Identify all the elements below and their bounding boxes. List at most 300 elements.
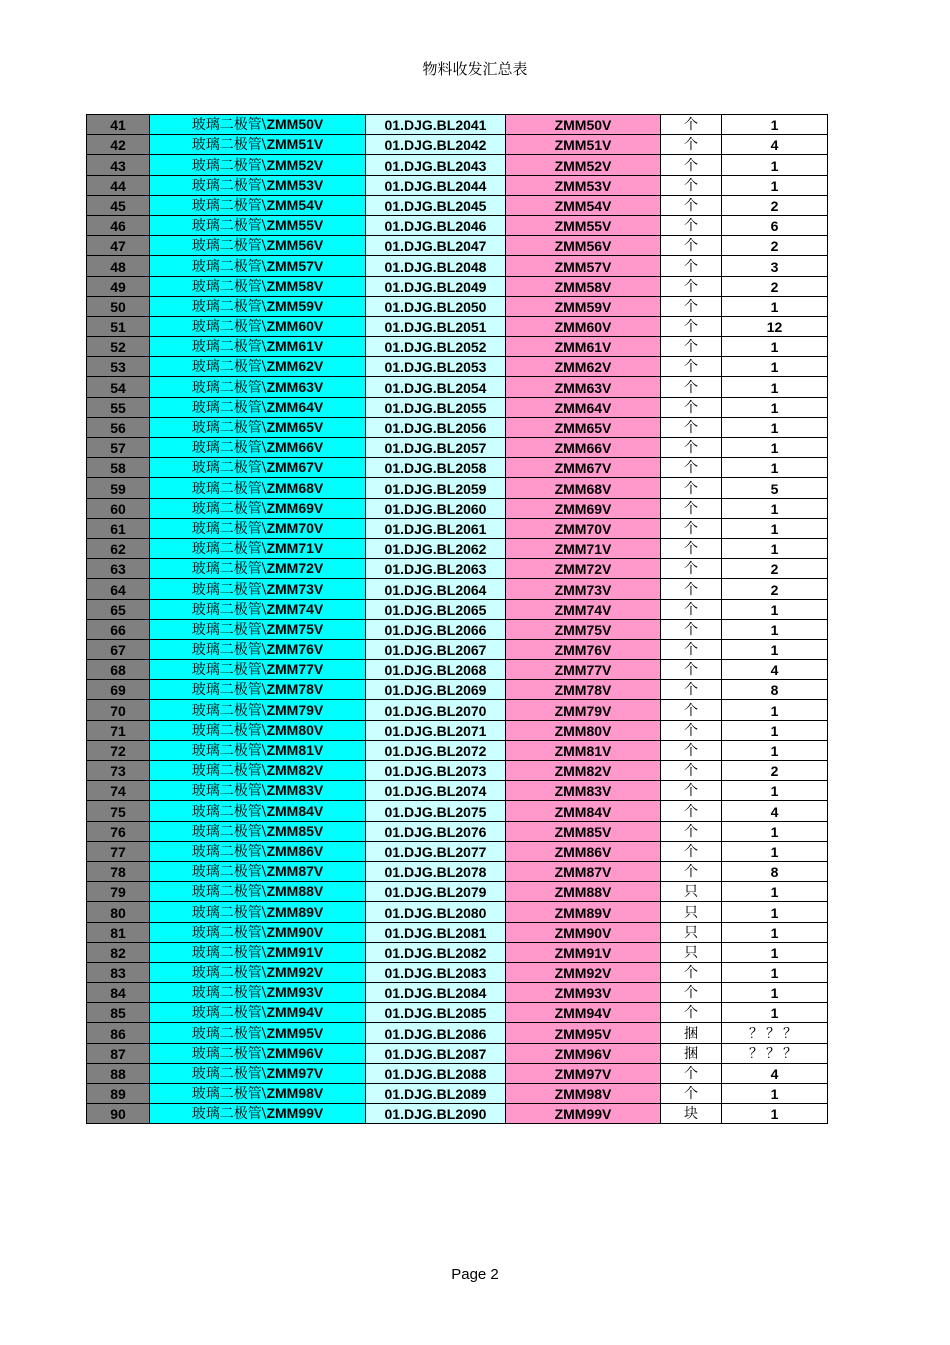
material-code-cell[interactable]: 01.DJG.BL2074 <box>366 781 506 801</box>
unit-cell[interactable]: 个 <box>661 135 722 155</box>
material-code-cell[interactable]: 01.DJG.BL2064 <box>366 579 506 599</box>
quantity-cell[interactable]: 1 <box>722 983 828 1003</box>
material-code-cell[interactable]: 01.DJG.BL2048 <box>366 256 506 276</box>
quantity-cell[interactable]: 4 <box>722 660 828 680</box>
material-name-cell[interactable] <box>150 377 366 397</box>
quantity-cell[interactable]: 1 <box>722 417 828 437</box>
row-number-cell[interactable]: 52 <box>87 337 150 357</box>
unit-cell[interactable]: 个 <box>661 1003 722 1023</box>
material-name-cell[interactable] <box>150 1023 366 1043</box>
unit-cell[interactable]: 个 <box>661 821 722 841</box>
unit-cell[interactable]: 个 <box>661 155 722 175</box>
unit-cell[interactable]: 个 <box>661 458 722 478</box>
unit-cell[interactable]: 个 <box>661 256 722 276</box>
unit-cell[interactable]: 个 <box>661 377 722 397</box>
quantity-cell[interactable]: 1 <box>722 619 828 639</box>
row-number-cell[interactable]: 81 <box>87 922 150 942</box>
model-cell[interactable]: ZMM58V <box>506 276 661 296</box>
material-code-cell[interactable]: 01.DJG.BL2058 <box>366 458 506 478</box>
row-number-cell[interactable]: 80 <box>87 902 150 922</box>
model-cell[interactable]: ZMM81V <box>506 740 661 760</box>
unit-cell[interactable]: 个 <box>661 983 722 1003</box>
material-code-cell[interactable]: 01.DJG.BL2085 <box>366 1003 506 1023</box>
material-name-cell[interactable] <box>150 498 366 518</box>
model-cell[interactable]: ZMM90V <box>506 922 661 942</box>
material-code-cell[interactable]: 01.DJG.BL2072 <box>366 740 506 760</box>
unit-cell[interactable]: 个 <box>661 337 722 357</box>
row-number-cell[interactable]: 41 <box>87 115 150 135</box>
unit-cell[interactable]: 个 <box>661 700 722 720</box>
quantity-cell[interactable]: 1 <box>722 155 828 175</box>
material-name-cell[interactable] <box>150 1063 366 1083</box>
material-name-cell[interactable] <box>150 296 366 316</box>
material-code-cell[interactable]: 01.DJG.BL2057 <box>366 438 506 458</box>
material-code-cell[interactable]: 01.DJG.BL2080 <box>366 902 506 922</box>
row-number-cell[interactable]: 46 <box>87 215 150 235</box>
row-number-cell[interactable]: 73 <box>87 761 150 781</box>
unit-cell[interactable]: 个 <box>661 438 722 458</box>
unit-cell[interactable]: 个 <box>661 478 722 498</box>
unit-cell[interactable]: 只 <box>661 922 722 942</box>
model-cell[interactable]: ZMM61V <box>506 337 661 357</box>
material-code-cell[interactable]: 01.DJG.BL2042 <box>366 135 506 155</box>
unit-cell[interactable]: 个 <box>661 498 722 518</box>
model-cell[interactable]: ZMM55V <box>506 215 661 235</box>
material-name-cell[interactable] <box>150 135 366 155</box>
material-name-cell[interactable] <box>150 942 366 962</box>
material-code-cell[interactable]: 01.DJG.BL2089 <box>366 1084 506 1104</box>
material-code-cell[interactable]: 01.DJG.BL2076 <box>366 821 506 841</box>
model-cell[interactable]: ZMM63V <box>506 377 661 397</box>
model-cell[interactable]: ZMM88V <box>506 882 661 902</box>
row-number-cell[interactable]: 76 <box>87 821 150 841</box>
material-name-cell[interactable] <box>150 256 366 276</box>
quantity-cell[interactable]: 2 <box>722 276 828 296</box>
quantity-cell[interactable]: 1 <box>722 942 828 962</box>
quantity-cell[interactable]: 1 <box>722 962 828 982</box>
unit-cell[interactable]: 个 <box>661 781 722 801</box>
model-cell[interactable]: ZMM69V <box>506 498 661 518</box>
row-number-cell[interactable]: 87 <box>87 1043 150 1063</box>
material-name-cell[interactable] <box>150 316 366 336</box>
model-cell[interactable]: ZMM72V <box>506 559 661 579</box>
row-number-cell[interactable]: 54 <box>87 377 150 397</box>
quantity-cell[interactable]: 1 <box>722 599 828 619</box>
unit-cell[interactable]: 只 <box>661 942 722 962</box>
quantity-cell[interactable]: 2 <box>722 559 828 579</box>
unit-cell[interactable]: 个 <box>661 660 722 680</box>
quantity-cell[interactable]: 12 <box>722 316 828 336</box>
material-name-cell[interactable] <box>150 276 366 296</box>
material-name-cell[interactable] <box>150 236 366 256</box>
row-number-cell[interactable]: 48 <box>87 256 150 276</box>
unit-cell[interactable]: 个 <box>661 296 722 316</box>
quantity-cell[interactable]: 1 <box>722 296 828 316</box>
unit-cell[interactable]: 只 <box>661 902 722 922</box>
row-number-cell[interactable]: 53 <box>87 357 150 377</box>
quantity-cell[interactable]: 2 <box>722 579 828 599</box>
row-number-cell[interactable]: 44 <box>87 175 150 195</box>
quantity-cell[interactable]: 2 <box>722 236 828 256</box>
quantity-cell[interactable]: 1 <box>722 639 828 659</box>
quantity-cell[interactable]: 1 <box>722 1104 828 1124</box>
material-name-cell[interactable] <box>150 801 366 821</box>
quantity-cell[interactable]: ？？？ <box>722 1043 828 1063</box>
material-name-cell[interactable] <box>150 700 366 720</box>
model-cell[interactable]: ZMM95V <box>506 1023 661 1043</box>
material-name-cell[interactable] <box>150 397 366 417</box>
unit-cell[interactable]: 个 <box>661 599 722 619</box>
unit-cell[interactable]: 只 <box>661 882 722 902</box>
material-name-cell[interactable] <box>150 983 366 1003</box>
row-number-cell[interactable]: 56 <box>87 417 150 437</box>
unit-cell[interactable]: 个 <box>661 761 722 781</box>
material-code-cell[interactable]: 01.DJG.BL2049 <box>366 276 506 296</box>
model-cell[interactable]: ZMM89V <box>506 902 661 922</box>
quantity-cell[interactable]: ？？？ <box>722 1023 828 1043</box>
material-code-cell[interactable]: 01.DJG.BL2041 <box>366 115 506 135</box>
material-code-cell[interactable]: 01.DJG.BL2071 <box>366 720 506 740</box>
model-cell[interactable]: ZMM93V <box>506 983 661 1003</box>
row-number-cell[interactable]: 74 <box>87 781 150 801</box>
row-number-cell[interactable]: 51 <box>87 316 150 336</box>
row-number-cell[interactable]: 70 <box>87 700 150 720</box>
row-number-cell[interactable]: 82 <box>87 942 150 962</box>
unit-cell[interactable]: 个 <box>661 236 722 256</box>
row-number-cell[interactable]: 61 <box>87 518 150 538</box>
material-name-cell[interactable] <box>150 922 366 942</box>
unit-cell[interactable]: 个 <box>661 215 722 235</box>
unit-cell[interactable]: 个 <box>661 559 722 579</box>
quantity-cell[interactable]: 1 <box>722 357 828 377</box>
unit-cell[interactable]: 个 <box>661 538 722 558</box>
quantity-cell[interactable]: 4 <box>722 801 828 821</box>
material-code-cell[interactable]: 01.DJG.BL2047 <box>366 236 506 256</box>
row-number-cell[interactable]: 75 <box>87 801 150 821</box>
model-cell[interactable]: ZMM66V <box>506 438 661 458</box>
material-name-cell[interactable] <box>150 478 366 498</box>
row-number-cell[interactable]: 64 <box>87 579 150 599</box>
model-cell[interactable]: ZMM54V <box>506 195 661 215</box>
row-number-cell[interactable]: 47 <box>87 236 150 256</box>
model-cell[interactable]: ZMM74V <box>506 599 661 619</box>
model-cell[interactable]: ZMM70V <box>506 518 661 538</box>
unit-cell[interactable]: 个 <box>661 1084 722 1104</box>
row-number-cell[interactable]: 68 <box>87 660 150 680</box>
unit-cell[interactable]: 个 <box>661 962 722 982</box>
material-code-cell[interactable]: 01.DJG.BL2056 <box>366 417 506 437</box>
model-cell[interactable]: ZMM62V <box>506 357 661 377</box>
material-name-cell[interactable] <box>150 619 366 639</box>
model-cell[interactable]: ZMM97V <box>506 1063 661 1083</box>
quantity-cell[interactable]: 1 <box>722 922 828 942</box>
material-code-cell[interactable]: 01.DJG.BL2063 <box>366 559 506 579</box>
material-code-cell[interactable]: 01.DJG.BL2060 <box>366 498 506 518</box>
material-name-cell[interactable] <box>150 559 366 579</box>
material-name-cell[interactable] <box>150 781 366 801</box>
row-number-cell[interactable]: 55 <box>87 397 150 417</box>
material-code-cell[interactable]: 01.DJG.BL2073 <box>366 761 506 781</box>
quantity-cell[interactable]: 1 <box>722 438 828 458</box>
material-name-cell[interactable] <box>150 599 366 619</box>
row-number-cell[interactable]: 63 <box>87 559 150 579</box>
row-number-cell[interactable]: 79 <box>87 882 150 902</box>
unit-cell[interactable]: 个 <box>661 417 722 437</box>
material-name-cell[interactable] <box>150 458 366 478</box>
material-name-cell[interactable] <box>150 417 366 437</box>
quantity-cell[interactable]: 3 <box>722 256 828 276</box>
material-name-cell[interactable] <box>150 720 366 740</box>
material-code-cell[interactable]: 01.DJG.BL2044 <box>366 175 506 195</box>
model-cell[interactable]: ZMM56V <box>506 236 661 256</box>
unit-cell[interactable]: 个 <box>661 639 722 659</box>
model-cell[interactable]: ZMM76V <box>506 639 661 659</box>
material-code-cell[interactable]: 01.DJG.BL2045 <box>366 195 506 215</box>
row-number-cell[interactable]: 77 <box>87 841 150 861</box>
row-number-cell[interactable]: 62 <box>87 538 150 558</box>
quantity-cell[interactable]: 1 <box>722 115 828 135</box>
quantity-cell[interactable]: 1 <box>722 781 828 801</box>
unit-cell[interactable]: 个 <box>661 195 722 215</box>
row-number-cell[interactable]: 89 <box>87 1084 150 1104</box>
quantity-cell[interactable]: 6 <box>722 215 828 235</box>
row-number-cell[interactable]: 57 <box>87 438 150 458</box>
model-cell[interactable]: ZMM91V <box>506 942 661 962</box>
material-name-cell[interactable] <box>150 1043 366 1063</box>
unit-cell[interactable]: 捆 <box>661 1023 722 1043</box>
material-code-cell[interactable]: 01.DJG.BL2046 <box>366 215 506 235</box>
material-name-cell[interactable] <box>150 115 366 135</box>
quantity-cell[interactable]: 1 <box>722 458 828 478</box>
material-code-cell[interactable]: 01.DJG.BL2083 <box>366 962 506 982</box>
model-cell[interactable]: ZMM94V <box>506 1003 661 1023</box>
row-number-cell[interactable]: 67 <box>87 639 150 659</box>
quantity-cell[interactable]: 1 <box>722 397 828 417</box>
unit-cell[interactable]: 个 <box>661 841 722 861</box>
model-cell[interactable]: ZMM77V <box>506 660 661 680</box>
material-name-cell[interactable] <box>150 1084 366 1104</box>
material-code-cell[interactable]: 01.DJG.BL2052 <box>366 337 506 357</box>
material-code-cell[interactable]: 01.DJG.BL2061 <box>366 518 506 538</box>
quantity-cell[interactable]: 4 <box>722 135 828 155</box>
quantity-cell[interactable]: 1 <box>722 740 828 760</box>
material-code-cell[interactable]: 01.DJG.BL2069 <box>366 680 506 700</box>
quantity-cell[interactable]: 1 <box>722 1003 828 1023</box>
row-number-cell[interactable]: 84 <box>87 983 150 1003</box>
row-number-cell[interactable]: 59 <box>87 478 150 498</box>
material-name-cell[interactable] <box>150 639 366 659</box>
model-cell[interactable]: ZMM87V <box>506 861 661 881</box>
unit-cell[interactable]: 个 <box>661 397 722 417</box>
material-name-cell[interactable] <box>150 962 366 982</box>
unit-cell[interactable]: 个 <box>661 518 722 538</box>
material-name-cell[interactable] <box>150 538 366 558</box>
quantity-cell[interactable]: 1 <box>722 337 828 357</box>
material-name-cell[interactable] <box>150 1104 366 1124</box>
model-cell[interactable]: ZMM84V <box>506 801 661 821</box>
material-name-cell[interactable] <box>150 579 366 599</box>
material-code-cell[interactable]: 01.DJG.BL2081 <box>366 922 506 942</box>
unit-cell[interactable]: 个 <box>661 861 722 881</box>
model-cell[interactable]: ZMM99V <box>506 1104 661 1124</box>
material-code-cell[interactable]: 01.DJG.BL2090 <box>366 1104 506 1124</box>
row-number-cell[interactable]: 69 <box>87 680 150 700</box>
material-code-cell[interactable]: 01.DJG.BL2050 <box>366 296 506 316</box>
quantity-cell[interactable]: 1 <box>722 175 828 195</box>
row-number-cell[interactable]: 60 <box>87 498 150 518</box>
model-cell[interactable]: ZMM65V <box>506 417 661 437</box>
material-name-cell[interactable] <box>150 1003 366 1023</box>
material-code-cell[interactable]: 01.DJG.BL2087 <box>366 1043 506 1063</box>
model-cell[interactable]: ZMM82V <box>506 761 661 781</box>
unit-cell[interactable]: 捆 <box>661 1043 722 1063</box>
row-number-cell[interactable]: 50 <box>87 296 150 316</box>
row-number-cell[interactable]: 72 <box>87 740 150 760</box>
material-code-cell[interactable]: 01.DJG.BL2065 <box>366 599 506 619</box>
model-cell[interactable]: ZMM60V <box>506 316 661 336</box>
quantity-cell[interactable]: 1 <box>722 538 828 558</box>
material-code-cell[interactable]: 01.DJG.BL2078 <box>366 861 506 881</box>
material-code-cell[interactable]: 01.DJG.BL2067 <box>366 639 506 659</box>
quantity-cell[interactable]: 8 <box>722 680 828 700</box>
material-name-cell[interactable] <box>150 337 366 357</box>
unit-cell[interactable]: 个 <box>661 720 722 740</box>
row-number-cell[interactable]: 43 <box>87 155 150 175</box>
material-name-cell[interactable] <box>150 357 366 377</box>
unit-cell[interactable]: 个 <box>661 579 722 599</box>
material-code-cell[interactable]: 01.DJG.BL2043 <box>366 155 506 175</box>
unit-cell[interactable]: 个 <box>661 680 722 700</box>
material-code-cell[interactable]: 01.DJG.BL2053 <box>366 357 506 377</box>
row-number-cell[interactable]: 42 <box>87 135 150 155</box>
quantity-cell[interactable]: 1 <box>722 902 828 922</box>
material-code-cell[interactable]: 01.DJG.BL2075 <box>366 801 506 821</box>
quantity-cell[interactable]: 1 <box>722 1084 828 1104</box>
material-code-cell[interactable]: 01.DJG.BL2054 <box>366 377 506 397</box>
row-number-cell[interactable]: 58 <box>87 458 150 478</box>
unit-cell[interactable]: 个 <box>661 801 722 821</box>
quantity-cell[interactable]: 1 <box>722 518 828 538</box>
model-cell[interactable]: ZMM85V <box>506 821 661 841</box>
model-cell[interactable]: ZMM53V <box>506 175 661 195</box>
material-name-cell[interactable] <box>150 680 366 700</box>
quantity-cell[interactable]: 5 <box>722 478 828 498</box>
material-code-cell[interactable]: 01.DJG.BL2084 <box>366 983 506 1003</box>
material-name-cell[interactable] <box>150 882 366 902</box>
material-name-cell[interactable] <box>150 155 366 175</box>
row-number-cell[interactable]: 85 <box>87 1003 150 1023</box>
unit-cell[interactable]: 个 <box>661 316 722 336</box>
quantity-cell[interactable]: 1 <box>722 377 828 397</box>
model-cell[interactable]: ZMM52V <box>506 155 661 175</box>
material-name-cell[interactable] <box>150 215 366 235</box>
material-name-cell[interactable] <box>150 841 366 861</box>
model-cell[interactable]: ZMM98V <box>506 1084 661 1104</box>
row-number-cell[interactable]: 45 <box>87 195 150 215</box>
material-code-cell[interactable]: 01.DJG.BL2088 <box>366 1063 506 1083</box>
model-cell[interactable]: ZMM59V <box>506 296 661 316</box>
unit-cell[interactable]: 个 <box>661 115 722 135</box>
unit-cell[interactable]: 个 <box>661 175 722 195</box>
row-number-cell[interactable]: 49 <box>87 276 150 296</box>
quantity-cell[interactable]: 1 <box>722 821 828 841</box>
model-cell[interactable]: ZMM50V <box>506 115 661 135</box>
material-name-cell[interactable] <box>150 518 366 538</box>
quantity-cell[interactable]: 2 <box>722 761 828 781</box>
material-code-cell[interactable]: 01.DJG.BL2070 <box>366 700 506 720</box>
unit-cell[interactable]: 个 <box>661 276 722 296</box>
model-cell[interactable]: ZMM57V <box>506 256 661 276</box>
quantity-cell[interactable]: 4 <box>722 1063 828 1083</box>
row-number-cell[interactable]: 78 <box>87 861 150 881</box>
material-name-cell[interactable] <box>150 175 366 195</box>
model-cell[interactable]: ZMM80V <box>506 720 661 740</box>
unit-cell[interactable]: 块 <box>661 1104 722 1124</box>
material-name-cell[interactable] <box>150 861 366 881</box>
quantity-cell[interactable]: 2 <box>722 195 828 215</box>
model-cell[interactable]: ZMM71V <box>506 538 661 558</box>
model-cell[interactable]: ZMM68V <box>506 478 661 498</box>
model-cell[interactable]: ZMM92V <box>506 962 661 982</box>
row-number-cell[interactable]: 65 <box>87 599 150 619</box>
unit-cell[interactable]: 个 <box>661 740 722 760</box>
material-code-cell[interactable]: 01.DJG.BL2062 <box>366 538 506 558</box>
model-cell[interactable]: ZMM67V <box>506 458 661 478</box>
material-code-cell[interactable]: 01.DJG.BL2068 <box>366 660 506 680</box>
material-name-cell[interactable] <box>150 438 366 458</box>
material-code-cell[interactable]: 01.DJG.BL2077 <box>366 841 506 861</box>
material-name-cell[interactable] <box>150 195 366 215</box>
material-code-cell[interactable]: 01.DJG.BL2082 <box>366 942 506 962</box>
unit-cell[interactable]: 个 <box>661 619 722 639</box>
row-number-cell[interactable]: 71 <box>87 720 150 740</box>
row-number-cell[interactable]: 83 <box>87 962 150 982</box>
model-cell[interactable]: ZMM64V <box>506 397 661 417</box>
material-name-cell[interactable] <box>150 902 366 922</box>
model-cell[interactable]: ZMM79V <box>506 700 661 720</box>
material-code-cell[interactable]: 01.DJG.BL2059 <box>366 478 506 498</box>
material-code-cell[interactable]: 01.DJG.BL2055 <box>366 397 506 417</box>
model-cell[interactable]: ZMM83V <box>506 781 661 801</box>
quantity-cell[interactable]: 1 <box>722 498 828 518</box>
model-cell[interactable]: ZMM51V <box>506 135 661 155</box>
quantity-cell[interactable]: 1 <box>722 700 828 720</box>
model-cell[interactable]: ZMM75V <box>506 619 661 639</box>
material-code-cell[interactable]: 01.DJG.BL2066 <box>366 619 506 639</box>
unit-cell[interactable]: 个 <box>661 357 722 377</box>
quantity-cell[interactable]: 1 <box>722 882 828 902</box>
model-cell[interactable]: ZMM86V <box>506 841 661 861</box>
row-number-cell[interactable]: 66 <box>87 619 150 639</box>
material-name-cell[interactable] <box>150 660 366 680</box>
material-name-cell[interactable] <box>150 821 366 841</box>
material-code-cell[interactable]: 01.DJG.BL2079 <box>366 882 506 902</box>
material-code-cell[interactable]: 01.DJG.BL2086 <box>366 1023 506 1043</box>
row-number-cell[interactable]: 88 <box>87 1063 150 1083</box>
quantity-cell[interactable]: 1 <box>722 841 828 861</box>
material-name-cell[interactable] <box>150 740 366 760</box>
model-cell[interactable]: ZMM73V <box>506 579 661 599</box>
model-cell[interactable]: ZMM78V <box>506 680 661 700</box>
row-number-cell[interactable]: 90 <box>87 1104 150 1124</box>
material-name-cell[interactable] <box>150 761 366 781</box>
quantity-cell[interactable]: 8 <box>722 861 828 881</box>
material-code-cell[interactable]: 01.DJG.BL2051 <box>366 316 506 336</box>
row-number-cell[interactable]: 86 <box>87 1023 150 1043</box>
model-cell[interactable]: ZMM96V <box>506 1043 661 1063</box>
unit-cell[interactable]: 个 <box>661 1063 722 1083</box>
quantity-cell[interactable]: 1 <box>722 720 828 740</box>
